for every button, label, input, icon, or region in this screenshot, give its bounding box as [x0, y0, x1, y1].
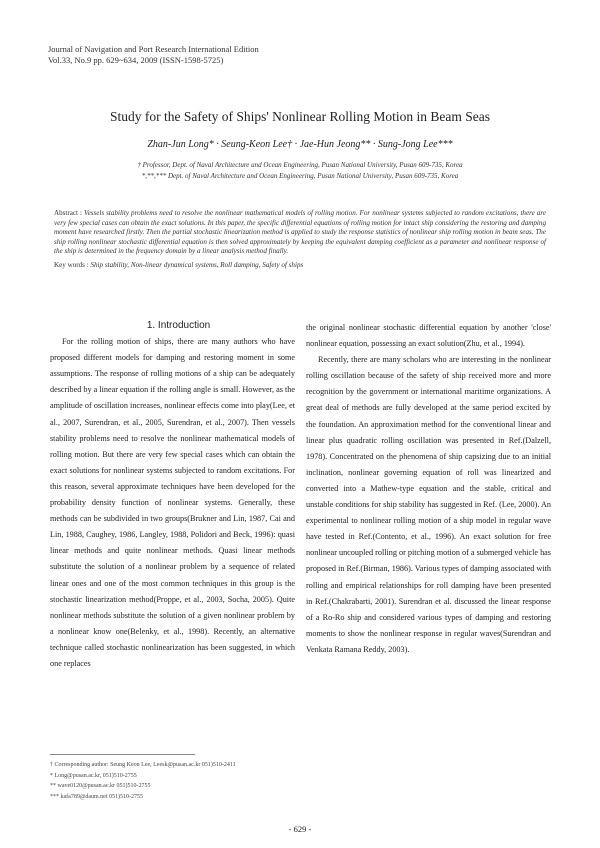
abstract-text: Vessels stability problems need to resolve the nonlinear mathematical models of rolling motion. For nonlinear systems subjected to random excitations, there are very few special cases can obtain the exact solutions. In this paper, the specific differential equations of rolling motion for intact ship considering the restoring and damping moment have researched firstly. Then the partial stochastic linearization method is applied to study the response statistics of nonlinear ship rolling motion in beam seas. The ship rolling nonlinear stochastic differential equation is then solved approximately by keeping the equivalent damping coefficient as a parameter and nonlinear response of the ship is determined in the frequency domain by a linear analysis method finally.	[54, 209, 546, 256]
journal-header	[48, 44, 259, 66]
abstract-label: Abstract :	[54, 209, 85, 217]
affiliation-2: *,**,*** Dept. of Naval Architecture and Ocean Engineering, Pusan National University, Pusan 609-735, Korea	[141, 172, 459, 180]
footnote-author-3: *** kafa789@daum.net 051)510-2755	[50, 793, 144, 800]
footnote-author-2: ** wave0120@pusan.ac.kr 051)510-2755	[50, 783, 151, 789]
section-heading-introduction: 1. Introduction	[146, 320, 211, 331]
footnote-author-1: * Long@pusan.ac.kr, 051)510-2755	[50, 772, 137, 779]
journal-name: Journal of Navigation and Port Research International Edition	[48, 44, 259, 54]
footnotes	[50, 760, 236, 802]
paragraph: Recently, there are many scholars who are interesting in the nonlinear rolling oscillation because of the safety of ship received more and more recognition by the government or international maritime organizations. A great deal of methods are fully developed at the same period excited by the foundation. An approximation method for the conventional linear and linear plus quadratic rolling oscillation was presented in Ref.(Dalzell, 1978). Concentrated on the phenomena of ship capsizing due to an initial inclination, nonlinear governing equation of roll was linearized and converted into a Mathew-type equation and the stable, critical and unstable conditions for ship stability has suggested in Ref. (Lee, 2000). An experimental to nonlinear rolling motion of a ship model in regular wave have tested in Ref.(Contento, et al., 1996). An exact solution for free nonlinear uncoupled rolling or pitching motion of a submerged vehicle has proposed in Ref.(Birman, 1986). Various types of damping associated with rolling and empirical relationships for roll damping have been presented in Ref.(Chakrabarti, 2001). Surendran et al. discussed the linear response of a Ro-Ro ship and considered various types of damping and restoring moments to show the nonlinear response in regular waves(Surendran and Venkata Ramana Reddy, 2003).	[306, 355, 551, 654]
paragraph: the original nonlinear stochastic differential equation by another 'close' nonlinear equation, possessing an exact solution(Zhu, et al., 1994).	[306, 323, 551, 349]
affiliations	[0, 160, 600, 182]
paragraph: For the rolling motion of ships, there are many authors who have proposed different models for damping and restoring moment in some assumptions. The response of rolling motions of a ship can be adequately described by a linear equation if the rolling angle is small. However, as the amplitude of oscillation increases, nonlinear effects come into play(Lee, et al., 2007, Surendran, et al., 2005, Surendran, et al., 2007). Then vessels stability problems need to resolve the nonlinear mathematical models of rolling motion. But there are very few special cases which can obtain the exact solutions for nonlinear systems subjected to random excitations. For this reason, several approximate techniques have been developed for the probability density function of nonlinear systems. Generally, these methods can be subdivided in two groups(Brukner and Lin, 1987, Cai and Lin, 1988, Caughey, 1986, Langley, 1988, Polidori and Beck, 1996): quasi linear methods and quite nonlinear methods. Quasi linear methods substitute the solution of a nonlinear problem by a sequence of related linear ones and one of the most common techniques in this group is the stochastic linearization method(Proppe, et al., 2003, Socha, 2005). Quite nonlinear methods substitute the solution of a given nonlinear problem by a nonlinear know one(Belenky, et al., 1998). Recently, an alternative technique called stochastic nonlinearization has been suggested, in which one replaces	[50, 337, 295, 668]
right-column	[306, 320, 551, 658]
affiliation-1: † Professor, Dept. of Naval Architecture and Ocean Engineering, Pusan National University, Pusan 609-735, Korea	[137, 161, 463, 169]
keywords-text: Ship stability, Non-linear dynamical systems, Roll damping, Safety of ships	[90, 261, 304, 269]
paper-title: Study for the Safety of Ships' Nonlinear Rolling Motion in Beam Seas	[109, 109, 491, 124]
page-number: - 629 -	[288, 824, 312, 834]
author-list: Zhan-Jun Long* · Seung-Keon Lee† · Jae-Hun Jeong** · Sung-Jong Lee***	[147, 139, 453, 150]
footnote-corresponding-author: † Corresponding author: Seung Keon Lee, Leesk@pusan.ac.kr 051)510-2411	[50, 762, 236, 768]
keywords	[54, 261, 546, 269]
footnote-divider	[50, 754, 195, 755]
abstract	[54, 209, 546, 257]
journal-volume: Vol.33, No.9 pp. 629~634, 2009 (ISSN-1598-5725)	[48, 55, 224, 65]
left-column	[50, 318, 295, 672]
keywords-label: Key words :	[54, 261, 91, 269]
